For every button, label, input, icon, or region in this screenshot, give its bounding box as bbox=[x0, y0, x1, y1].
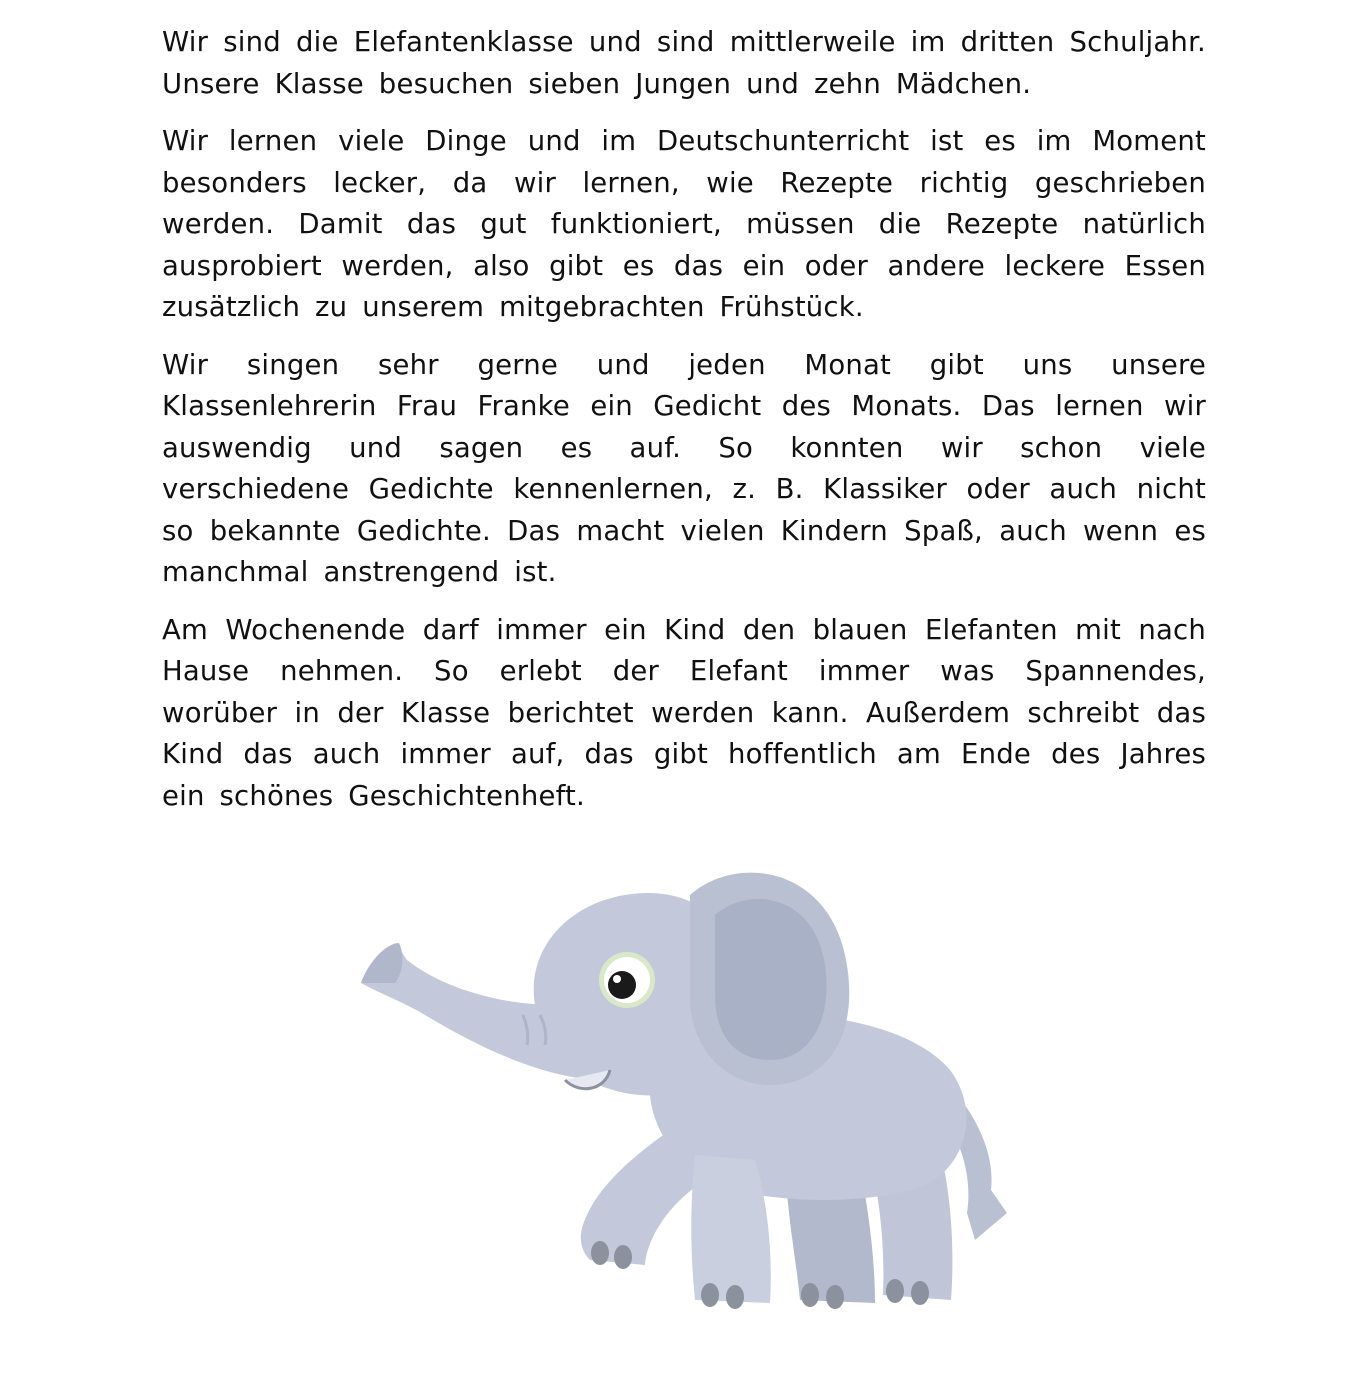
paragraph-class-intro: Wir sind die Elefantenklasse und sind mittlerweile im dritten Schuljahr. Unsere Klasse besuchen sieben Jungen und zehn Mädchen. bbox=[162, 26, 1206, 100]
paragraph-blue-elephant: Am Wochenende darf immer ein Kind den blauen Elefanten mit nach Hause nehmen. So erlebt der Elefant immer was Spannendes, worüber in der Klasse berichtet werden kann. Außerdem schreibt das Kind das auch immer auf, das gibt hoffentlich am Ende des Jahres ein schönes Geschichtenheft. bbox=[162, 613, 1206, 812]
paragraph-recipes: Wir lernen viele Dinge und im Deutschunterricht ist es im Moment besonders lecker, da wir lernen, wie Rezepte richtig geschrieben werden. Damit das gut funktioniert, müssen die Rezepte natürlich ausprobiert werden, also gibt es das ein oder andere leckere Essen zusätzlich zu unserem mitgebrachten Frühstück. bbox=[162, 125, 1206, 323]
elephant-front-leg-right bbox=[691, 1155, 771, 1303]
elephant-illustration bbox=[355, 855, 1010, 1315]
elephant-icon bbox=[355, 855, 1010, 1315]
elephant-eye-pupil bbox=[608, 971, 636, 999]
paragraph-poems: Wir singen sehr gerne und jeden Monat gibt uns unsere Klassenlehrerin Frau Franke ein Gedicht des Monats. Das lernen wir auswendig und sagen es auf. So konnten wir schon viele verschiedene Gedichte kennenlernen, z. B. Klassiker oder auch nicht so bekannte Gedichte. Das macht vielen Kindern Spaß, auch wenn es manchmal anstrengend ist. bbox=[162, 348, 1206, 588]
text-block bbox=[162, 22, 1206, 833]
elephant-trunk-tip bbox=[361, 943, 402, 983]
